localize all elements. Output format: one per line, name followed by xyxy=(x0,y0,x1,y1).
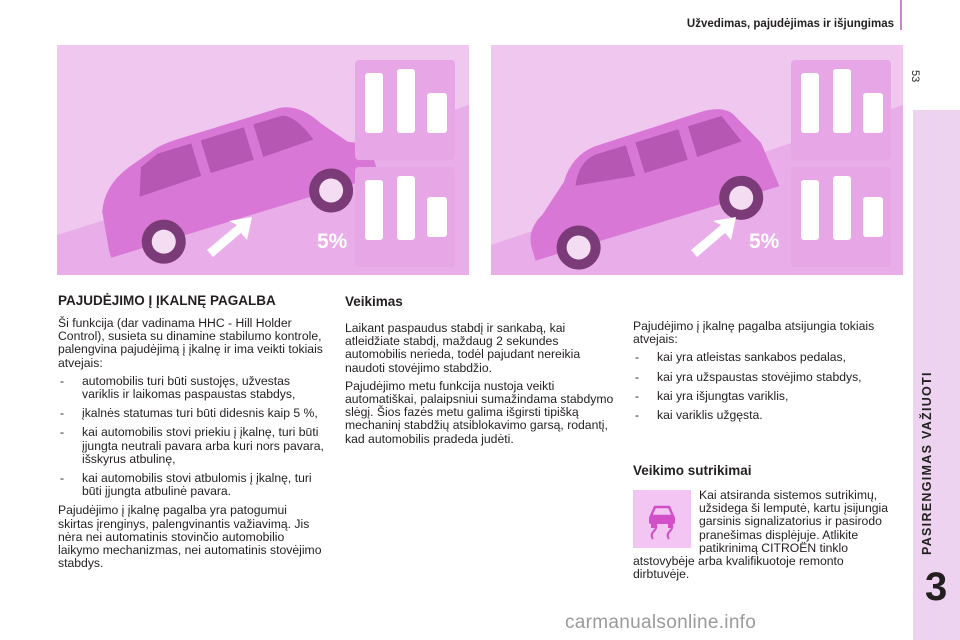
intro-closing-paragraph: Pajudėjimo į įkalnę pagalba yra patogumui skirtas įrenginys, palengvinantis važiavimą. Jis nėra nei automatinis stovinčio automobilio laikymo mechanizmas, nei automatinis stovėjimo stabdys. xyxy=(58,503,322,571)
pedal-panel-bottom xyxy=(355,167,455,267)
pedal-panel-top xyxy=(355,60,455,160)
intro-column xyxy=(58,292,324,575)
deactivation-column xyxy=(633,320,903,428)
operation-column xyxy=(345,293,615,451)
intro-title: PAJUDĖJIMO Į ĮKALNĘ PAGALBA xyxy=(58,293,276,308)
list-item: - kai yra atleistas sankabos pedalas, xyxy=(633,351,903,364)
list-item: - kai automobilis stovi atbulomis į įkalnę, turi būti įjungta atbulinė pavara. xyxy=(58,472,324,498)
list-item: - kai variklis užgęsta. xyxy=(633,409,903,422)
intro-paragraph: Ši funkcija (dar vadinama HHC - Hill Holder Control), susieta su dinamine stabilumo kontrole, palengvina pajudėjimą į įkalnę ir ima veikti tokiais atvejais: xyxy=(58,316,323,370)
chapter-number: 3 xyxy=(925,565,948,609)
hill-start-uphill-image xyxy=(57,45,469,275)
list-item: - įkalnės statumas turi būti didesnis kaip 5 %, xyxy=(58,407,324,420)
list-item: - kai yra užspaustas stovėjimo stabdys, xyxy=(633,371,903,384)
slope-grade-label: 5% xyxy=(317,230,348,253)
operation-paragraph: Pajudėjimo metu funkcija nustoja veikti automatiškai, palaipsniui sumažindama stabdymo slėgį. Šios fazės metu galima išgirsti tipišką mechaninį stabdžių atsiblokavimo garsą, rodantį, kad automobilis pradeda judėti. xyxy=(345,378,614,446)
slope-grade-label: 5% xyxy=(749,230,780,253)
list-item: - kai automobilis stovi priekiu į įkalnę, turi būti įjungta neutrali pavara arba kuri nors pavara, išskyrus atbulinę, xyxy=(58,426,324,466)
fault-text: Kai atsiranda sistemos sutrikimų, užsidega ši lemputė, kartu įsijungia garsinis signalizatorius ir pasirodo pranešimas displėjuje. Atlikite patikrinimą CITROËN tinklo atstovybėje arba kvalifikuotoje remonto dirbtuvėje. xyxy=(633,488,889,582)
operation-title: Veikimas xyxy=(345,294,403,309)
hill-start-reverse-image xyxy=(491,45,903,275)
fault-description xyxy=(633,489,903,581)
header-divider xyxy=(900,0,902,30)
icon-spacer xyxy=(633,489,699,555)
illustration-car-facing-uphill xyxy=(57,45,469,275)
pedal-panel-top xyxy=(791,60,891,160)
operation-paragraph: Laikant paspaudus stabdį ir sankabą, kai atleidžiate stabdį, maždaug 2 sekundes automobilis nerieda, todėl pajudant nereikia naudoti stovėjimo stabdžio. xyxy=(345,321,581,375)
chapter-side-label: PASIRENGIMAS VAŽIUOTI xyxy=(920,371,934,555)
deactivation-intro: Pajudėjimo į įkalnę pagalba atsijungia tokiais atvejais: xyxy=(633,319,875,347)
list-item: - kai yra išjungtas variklis, xyxy=(633,390,903,403)
pedal-panel-bottom xyxy=(791,167,891,267)
illustration-car-reversing-uphill xyxy=(491,45,903,275)
section-header-title: Užvedimas, pajudėjimas ir išjungimas xyxy=(686,18,894,30)
page-number: 53 xyxy=(909,70,921,83)
deactivation-conditions-list xyxy=(633,351,903,422)
fault-title: Veikimo sutrikimai xyxy=(633,463,752,478)
activation-conditions-list xyxy=(58,375,324,499)
watermark: carmanualsonline.info xyxy=(565,612,757,633)
list-item: - automobilis turi būti sustojęs, užvestas variklis ir laikomas paspaustas stabdys, xyxy=(58,375,324,401)
